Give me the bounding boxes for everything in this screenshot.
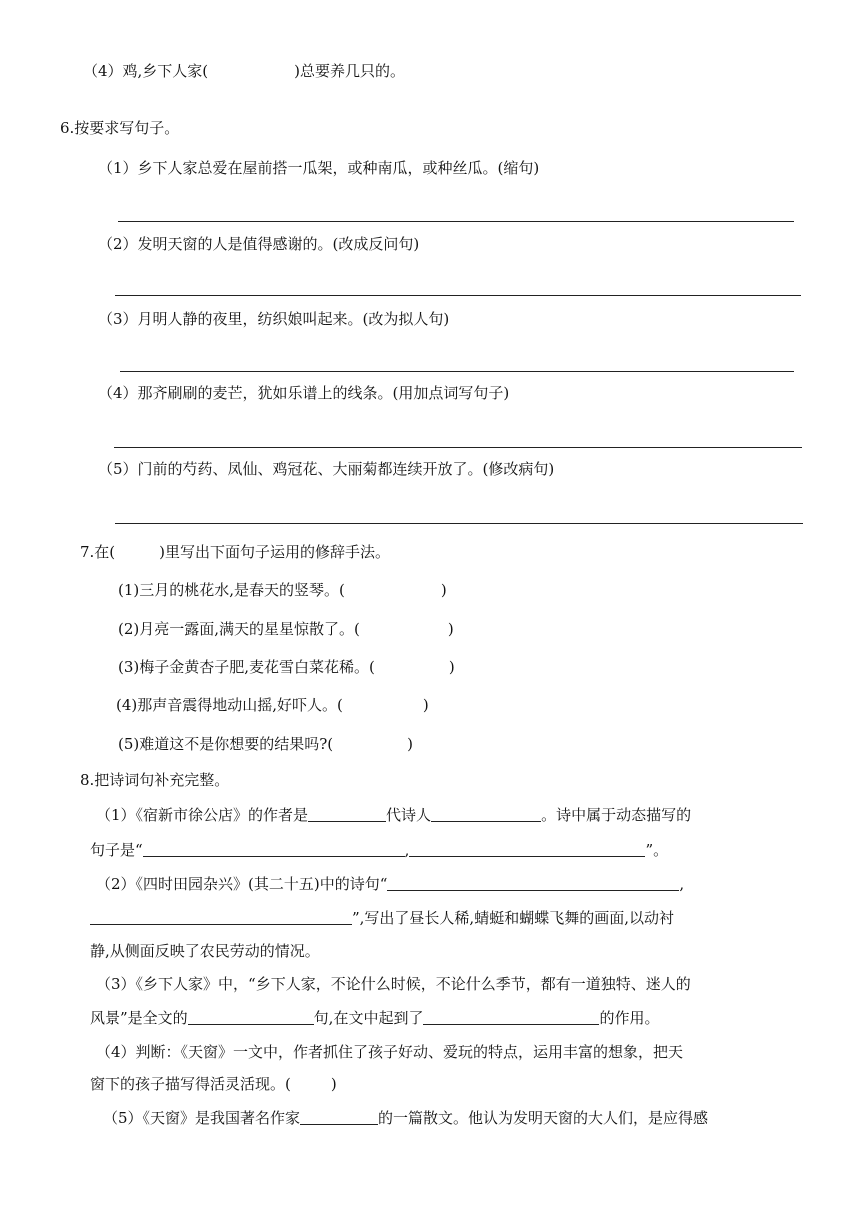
q8-item3-line2 [90,1008,659,1028]
q7-item-text: (2)月亮一露面,满天的星星惊散了。( [118,620,360,638]
q8-item5-line1 [103,1108,708,1128]
answer-blank[interactable] [300,1109,378,1125]
q8-item2-line3: 静,从侧面反映了农民劳动的情况。 [90,942,320,960]
q8-text: ) [330,1075,337,1093]
q8-text: ”,写出了昼长人稀,蜻蜓和蝴蝶飞舞的画面,以动衬 [352,909,674,927]
q8-item1-line2 [90,840,668,860]
q8-title: 8.把诗词句补充完整。 [80,771,230,789]
answer-line-2[interactable] [115,295,801,296]
q8-item4-line1: （4）判断：《天窗》一文中，作者抓住了孩子好动、爱玩的特点，运用丰富的想象，把天 [96,1043,684,1061]
q8-item2-line1 [96,874,684,894]
q6-item-5: （5）门前的芍药、凤仙、鸡冠花、大丽菊都连续开放了。(修改病句) [98,460,555,478]
q8-text: 风景”是全文的 [90,1009,188,1027]
answer-blank[interactable] [143,841,405,857]
answer-blank[interactable] [423,1009,599,1025]
q5-item4-pre: （4）鸡,乡下人家( [83,62,209,80]
q8-item2-line2 [90,908,674,928]
q5-item4-post: )总要养几只的。 [294,62,406,80]
q8-item4-line2 [90,1074,337,1094]
q8-text: 窗下的孩子描写得活灵活现。( [90,1075,291,1093]
q8-text: 句子是“ [90,841,143,859]
answer-line-4[interactable] [114,447,802,448]
q7-item-text: (4)那声音震得地动山摇,好吓人。( [116,696,343,714]
answer-line-5[interactable] [115,523,803,524]
answer-blank[interactable] [387,875,679,891]
q7-item-4 [116,695,429,715]
q6-title: 6.按要求写句子。 [60,119,180,137]
q6-item-4: （4）那齐刷刷的麦芒，犹如乐谱上的线条。(用加点词写句子) [98,384,510,402]
q7-item-2 [118,619,454,639]
answer-blank[interactable] [409,841,645,857]
answer-line-1[interactable] [118,221,794,222]
answer-blank[interactable] [90,909,352,925]
q7-item-5 [118,734,413,754]
answer-blank[interactable] [431,806,541,822]
q8-text: ”。 [645,841,669,859]
q8-text: 。诗中属于动态描写的 [541,806,692,824]
q8-item3-line1: （3）《乡下人家》中，“乡下人家，不论什么时候，不论什么季节，都有一道独特、迷人的 [96,975,691,993]
q8-text: （2）《四时田园杂兴》(其二十五)中的诗句“ [96,875,388,893]
q7-title-post: )里写出下面句子运用的修辞手法。 [159,543,391,561]
answer-blank[interactable] [188,1009,314,1025]
q5-item4 [83,61,405,81]
q8-text: , [404,841,410,859]
q7-item-close: ) [440,581,447,599]
q7-item-text: (1)三月的桃花水,是春天的竖琴。( [118,581,345,599]
q7-item-text: (3)梅子金黄杏子肥,麦花雪白菜花稀。( [118,658,375,676]
q7-item-1 [118,580,447,600]
q8-text: 的作用。 [599,1009,660,1027]
answer-blank[interactable] [308,806,386,822]
q8-text: 代诗人 [386,806,432,824]
q7-title-pre: 7.在( [80,543,116,561]
q8-text: 的一篇散文。他认为发明天窗的大人们，是应得感 [378,1109,709,1127]
answer-line-3[interactable] [120,371,794,372]
q8-text: 句,在文中起到了 [313,1009,424,1027]
q8-text: （1）《宿新市徐公店》的作者是 [96,806,309,824]
q8-text: （5）《天窗》是我国著名作家 [103,1109,301,1127]
q7-item-close: ) [447,620,454,638]
q7-item-close: ) [407,735,414,753]
q7-item-text: (5)难道这不是你想要的结果吗?( [118,735,334,753]
q7-item-close: ) [422,696,429,714]
q8-item1-line1 [96,805,691,825]
q7-item-3 [118,657,455,677]
q6-item-1: （1）乡下人家总爱在屋前搭一瓜架，或种南瓜，或种丝瓜。(缩句) [98,159,540,177]
q6-item-3: （3）月明人静的夜里，纺织娘叫起来。(改为拟人句) [98,310,450,328]
q8-text: , [679,875,685,893]
q7-title [80,542,390,562]
q6-item-2: （2）发明天窗的人是值得感谢的。(改成反问句) [98,235,420,253]
q7-item-close: ) [448,658,455,676]
